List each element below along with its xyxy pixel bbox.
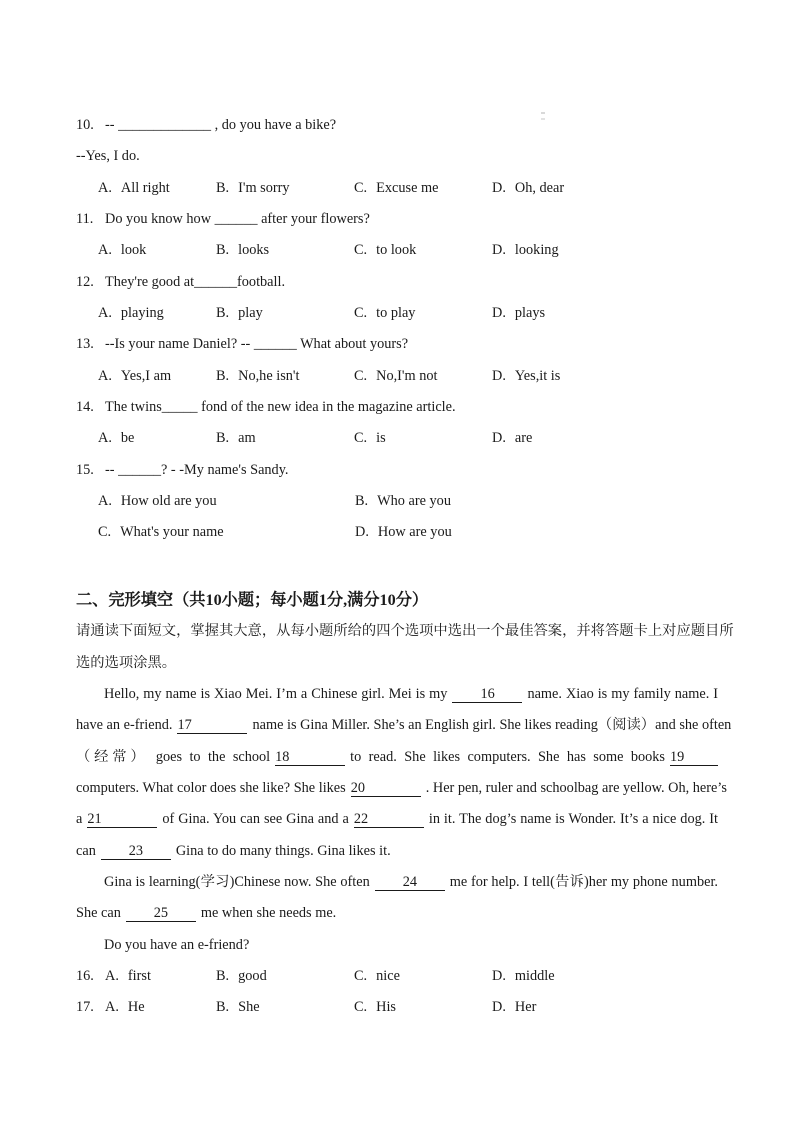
option-text: plays — [514, 305, 546, 322]
option-label: D. — [492, 242, 506, 259]
question-number: 17. — [76, 999, 94, 1016]
cloze-blank-21: 21 — [87, 811, 157, 828]
question-15-options-row-1 — [76, 486, 718, 517]
option-text: is — [376, 430, 386, 447]
question-13-options — [76, 361, 718, 392]
option-label: C. — [354, 430, 368, 447]
option-a — [98, 298, 216, 329]
passage-text: . Her pen, ruler and schoolbag are yellow. Oh, here’s — [425, 779, 727, 796]
option-text: looks — [238, 242, 270, 259]
passage-text: Hello, my name is Xiao Mei. I’m a Chinese girl. Mei is my — [104, 685, 448, 702]
page-content — [76, 110, 734, 1024]
question-14-stem-line — [76, 392, 718, 423]
cloze-blank-18: 18 — [275, 749, 345, 766]
option-label: B. — [216, 967, 230, 984]
option-text: to play — [376, 305, 416, 322]
option-label: C. — [98, 524, 112, 541]
question-12-stem-line — [76, 267, 718, 298]
question-16-row — [76, 961, 718, 992]
option-label: B. — [216, 242, 230, 259]
option-d — [492, 173, 718, 204]
option-text: Who are you — [377, 493, 451, 510]
passage-line — [76, 742, 718, 773]
option-text: All right — [120, 179, 170, 196]
section-title: 二、完形填空（共10小题；每小题1分,满分10分） — [76, 590, 429, 609]
question-17-row — [76, 992, 718, 1023]
passage-text: can — [76, 842, 96, 859]
option-text: No,I'm not — [376, 367, 438, 384]
passage-text: have an e-friend. — [76, 717, 173, 734]
option-text: Oh, dear — [514, 179, 565, 196]
option-text: am — [238, 430, 256, 447]
passage-text: Do you have an e-friend? — [104, 936, 250, 953]
option-label: B. — [216, 430, 230, 447]
option-label: A. — [98, 367, 112, 384]
option-label: C. — [354, 367, 368, 384]
option-d — [492, 961, 718, 992]
option-label: B. — [216, 367, 230, 384]
cloze-blank-24: 24 — [375, 874, 445, 891]
option-c — [354, 423, 492, 454]
option-b — [216, 235, 354, 266]
question-10-response-line — [76, 141, 718, 172]
option-b — [216, 173, 354, 204]
question-number: 10. — [76, 117, 94, 133]
option-text: He — [127, 999, 145, 1016]
option-d — [355, 517, 718, 548]
question-stem: --Is your name Daniel? -- ______ What about yours? — [105, 336, 409, 353]
passage-text: computers. What color does she like? She likes — [76, 779, 346, 796]
option-text: nice — [376, 967, 400, 984]
question-number: 14. — [76, 399, 94, 416]
response-text: --Yes, I do. — [76, 148, 140, 165]
option-c — [354, 361, 492, 392]
option-c — [354, 298, 492, 329]
option-d — [492, 361, 718, 392]
question-13-stem-line — [76, 329, 718, 360]
cloze-blank-19: 19 — [670, 749, 718, 766]
option-label: D. — [355, 524, 369, 541]
option-a — [98, 361, 216, 392]
question-number: 12. — [76, 273, 94, 290]
option-label: D. — [492, 305, 506, 322]
cloze-blank-17: 17 — [177, 717, 247, 734]
option-a — [105, 992, 216, 1023]
option-b — [216, 423, 354, 454]
option-text: first — [127, 967, 151, 984]
option-a — [98, 423, 216, 454]
passage-text: Gina is learning(学习)Chinese now. She often — [104, 873, 370, 890]
option-c — [354, 961, 492, 992]
passage-line — [76, 710, 732, 741]
passage-text: She can — [76, 905, 121, 922]
option-label: A. — [98, 179, 112, 196]
passage-line — [76, 930, 718, 961]
option-label: A. — [98, 305, 112, 322]
question-stem: -- ______? - -My name's Sandy. — [105, 461, 289, 478]
passage-text: name is Gina Miller. She’s an English girl. She likes reading（阅读）and she often — [252, 717, 732, 734]
option-text: looking — [514, 242, 559, 259]
option-a — [98, 173, 216, 204]
question-16-options — [105, 961, 718, 992]
cloze-blank-20: 20 — [351, 780, 421, 797]
option-text: playing — [120, 305, 164, 322]
question-11-options — [76, 235, 718, 266]
passage-line — [76, 773, 727, 804]
option-text: play — [238, 305, 263, 322]
option-d — [492, 235, 718, 266]
question-number: 13. — [76, 336, 94, 353]
cloze-blank-23: 23 — [101, 843, 171, 860]
option-text: Yes,I am — [120, 367, 172, 384]
question-stem: -- _____________ , do you have a bike? — [105, 117, 337, 133]
question-10-stem-line — [76, 110, 718, 141]
option-d — [492, 992, 718, 1023]
option-a — [98, 486, 355, 517]
passage-text: to read. She likes computers. She has some books — [350, 748, 665, 765]
option-text: How old are you — [120, 493, 217, 510]
passage-line — [76, 898, 718, 929]
question-stem: The twins_____ fond of the new idea in the magazine article. — [105, 399, 456, 416]
option-label: A. — [98, 242, 112, 259]
passage-line — [76, 804, 718, 835]
option-text: to look — [376, 242, 417, 259]
passage-text: Gina to do many things. Gina likes it. — [175, 842, 391, 859]
option-label: B. — [216, 179, 230, 196]
option-text: Yes,it is — [514, 367, 561, 384]
option-text: are — [514, 430, 533, 447]
question-17-options — [105, 992, 718, 1023]
option-text: look — [120, 242, 147, 259]
option-b — [216, 298, 354, 329]
option-label: C. — [354, 967, 368, 984]
option-b — [216, 361, 354, 392]
instructions-line-2: 选的选项涂黑。 — [76, 654, 177, 671]
option-label: D. — [492, 367, 506, 384]
option-text: How are you — [377, 524, 452, 541]
question-number: 15. — [76, 461, 94, 478]
option-text: Excuse me — [376, 179, 439, 196]
question-10-options — [76, 173, 718, 204]
option-label: A. — [105, 967, 119, 984]
option-c — [354, 173, 492, 204]
option-a — [105, 961, 216, 992]
option-label: C. — [354, 242, 368, 259]
question-11-stem-line — [76, 204, 718, 235]
option-text: be — [120, 430, 135, 447]
option-text: good — [238, 967, 267, 984]
option-label: A. — [98, 430, 112, 447]
option-b — [216, 992, 354, 1023]
cloze-blank-25: 25 — [126, 905, 196, 922]
option-c — [354, 235, 492, 266]
option-a — [98, 235, 216, 266]
option-b — [355, 486, 718, 517]
passage-text: in it. The dog’s name is Wonder. It’s a nice dog. It — [428, 811, 719, 828]
option-c — [98, 517, 355, 548]
option-c — [354, 992, 492, 1023]
option-text: No,he isn't — [238, 367, 300, 384]
option-text: I'm sorry — [238, 179, 290, 196]
question-number: 16. — [76, 967, 94, 984]
question-number: 11. — [76, 211, 94, 228]
question-12-options — [76, 298, 718, 329]
option-label: A. — [98, 493, 112, 510]
passage-text: （经常） goes to the school — [76, 748, 271, 765]
option-label: C. — [354, 179, 368, 196]
option-b — [216, 961, 354, 992]
option-label: D. — [492, 179, 506, 196]
option-label: C. — [354, 999, 368, 1016]
option-label: B. — [355, 493, 369, 510]
option-label: D. — [492, 967, 506, 984]
passage-text: of Gina. You can see Gina and a — [162, 811, 349, 828]
passage-line — [76, 867, 718, 898]
option-text: Her — [514, 999, 537, 1016]
option-label: A. — [105, 999, 119, 1016]
cloze-passage — [76, 679, 732, 961]
option-text: middle — [514, 967, 555, 984]
option-d — [492, 298, 718, 329]
option-text: She — [238, 999, 260, 1016]
passage-line — [76, 679, 718, 710]
passage-text: name. Xiao is my family name. I — [527, 685, 718, 702]
option-d — [492, 423, 718, 454]
passage-text: me when she needs me. — [200, 905, 337, 922]
question-stem: Do you know how ______ after your flowers? — [105, 211, 370, 228]
question-15-options-row-2 — [76, 517, 718, 548]
option-label: B. — [216, 305, 230, 322]
passage-line — [76, 836, 718, 867]
cloze-blank-22: 22 — [354, 811, 424, 828]
option-label: D. — [492, 999, 506, 1016]
instructions-line-1: 请通读下面短文，掌握其大意，从每小题所给的四个选项中选出一个最佳答案，并将答题卡上对应题目所 — [76, 623, 734, 640]
cloze-blank-16: 16 — [452, 686, 522, 703]
option-label: D. — [492, 430, 506, 447]
question-14-options — [76, 423, 718, 454]
option-label: C. — [354, 305, 368, 322]
passage-text: a — [76, 811, 83, 828]
question-15-stem-line — [76, 455, 718, 486]
option-label: B. — [216, 999, 230, 1016]
option-text: His — [376, 999, 396, 1016]
question-stem: They're good at______football. — [105, 273, 286, 290]
option-text: What's your name — [120, 524, 224, 541]
passage-text: me for help. I tell(告诉)her my phone number. — [449, 873, 718, 890]
